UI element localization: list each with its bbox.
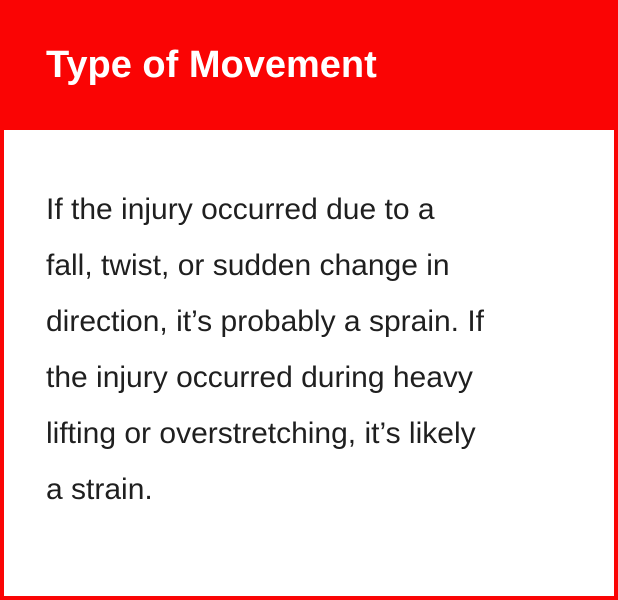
body-text-line: If the injury occurred due to a — [46, 193, 435, 226]
body-text-line: a strain. — [46, 473, 153, 506]
body-text-line: lifting or overstretching, it’s likely — [46, 417, 476, 450]
body-text-line: direction, it’s probably a sprain. If — [46, 305, 485, 338]
body-text-line: fall, twist, or sudden change in — [46, 249, 450, 282]
card-body — [4, 130, 614, 596]
card-header — [0, 0, 618, 130]
body-text-line: the injury occurred during heavy — [46, 361, 473, 394]
card-title: Type of Movement — [46, 44, 377, 86]
